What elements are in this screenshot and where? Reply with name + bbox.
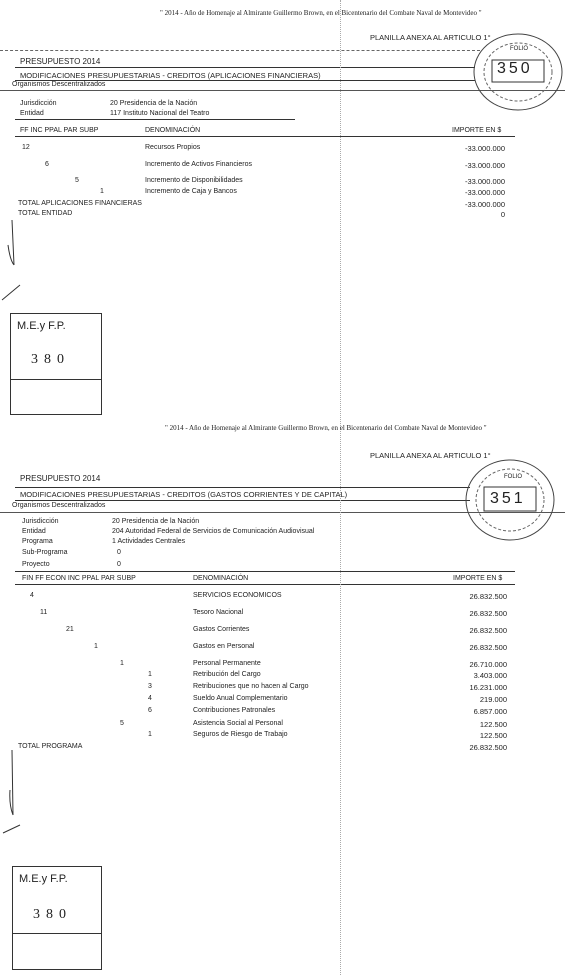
planilla-label: PLANILLA ANEXA AL ARTICULO 1° <box>370 451 491 460</box>
programa-value: 1 Actividades Centrales <box>112 538 186 545</box>
seal-text: FOLIO <box>504 474 523 480</box>
row-denominacion: Personal Permanente <box>193 660 261 667</box>
row-code: 5 <box>120 720 124 727</box>
row-denominacion: Incremento de Activos Financieros <box>145 161 252 168</box>
row-importe: 122.500 <box>479 731 507 740</box>
row-importe: 26.832.500 <box>469 643 507 652</box>
total-aplicaciones-label: TOTAL APLICACIONES FINANCIERAS <box>18 200 142 207</box>
row-code: 3 <box>148 683 152 690</box>
row-importe: 6.857.000 <box>473 707 507 716</box>
total-aplicaciones-value: -33.000.000 <box>464 200 505 209</box>
row-denominacion: Retribución del Cargo <box>193 671 261 678</box>
entidad-value: 204 Autoridad Federal de Servicios de Comunicación Audiovisual <box>112 528 315 535</box>
entidad-label: Entidad <box>22 528 46 535</box>
signature-mark <box>0 745 30 835</box>
stamp-title: M.E.y F.P. <box>17 320 66 332</box>
stamp-number: 380 <box>33 907 72 922</box>
row-denominacion: Gastos Corrientes <box>193 626 250 633</box>
row-importe: -33.000.000 <box>464 144 505 153</box>
presupuesto-label: PRESUPUESTO 2014 <box>20 474 101 483</box>
total-entidad-label: TOTAL ENTIDAD <box>18 210 73 217</box>
row-importe: 26.832.500 <box>469 592 507 601</box>
motto-header: " 2014 - Año de Homenaje al Almirante Guillermo Brown, en el Bicentenario del Combate Naval de Montevideo " <box>160 9 482 17</box>
jurisdiccion-value: 20 Presidencia de la Nación <box>112 518 200 525</box>
seal-number: 351 <box>490 490 526 507</box>
seal-number: 350 <box>497 60 533 77</box>
row-code: 11 <box>40 609 48 616</box>
row-denominacion: Asistencia Social al Personal <box>193 720 283 727</box>
row-code: 4 <box>30 592 34 599</box>
row-code: 1 <box>100 188 104 195</box>
total-programa-label: TOTAL PROGRAMA <box>18 743 83 750</box>
row-importe: 26.832.500 <box>469 626 507 635</box>
subprograma-label: Sub-Programa <box>22 549 68 556</box>
row-denominacion: Incremento de Caja y Bancos <box>145 188 237 195</box>
jurisdiccion-label: Jurisdicción <box>20 100 57 107</box>
total-entidad-value: 0 <box>500 210 505 219</box>
row-denominacion: Retribuciones que no hacen al Cargo <box>193 683 309 690</box>
planilla-label: PLANILLA ANEXA AL ARTICULO 1° <box>370 33 491 42</box>
col-importe: IMPORTE EN $ <box>453 575 503 582</box>
row-code: 1 <box>148 731 152 738</box>
row-code: 21 <box>66 626 74 633</box>
row-importe: 122.500 <box>479 720 507 729</box>
organismos-label: Organismos Descentralizados <box>12 81 106 88</box>
col-codes: FF INC PPAL PAR SUBP <box>20 127 99 134</box>
row-code: 1 <box>94 643 98 650</box>
row-denominacion: SERVICIOS ECONOMICOS <box>193 592 282 599</box>
seal-text: FOLIO <box>510 46 529 52</box>
proyecto-label: Proyecto <box>22 561 50 568</box>
ministry-stamp <box>12 866 102 970</box>
modificaciones-title: MODIFICACIONES PRESUPUESTARIAS - CREDITOS (GASTOS CORRIENTES Y DE CAPITAL) <box>20 490 348 499</box>
proyecto-value: 0 <box>117 561 121 568</box>
row-code: 12 <box>22 144 30 151</box>
row-importe: -33.000.000 <box>464 161 505 170</box>
row-importe: 26.710.000 <box>469 660 507 669</box>
ministry-stamp <box>10 313 102 415</box>
row-importe: -33.000.000 <box>464 188 505 197</box>
row-denominacion: Tesoro Nacional <box>193 609 244 616</box>
row-importe: 219.000 <box>479 695 507 704</box>
motto-header: " 2014 - Año de Homenaje al Almirante Guillermo Brown, en el Bicentenario del Combate Naval de Montevideo " <box>165 424 487 432</box>
row-code: 5 <box>75 177 79 184</box>
col-denominacion: DENOMINACIÓN <box>145 127 201 134</box>
row-denominacion: Incremento de Disponibilidades <box>145 177 243 184</box>
row-denominacion: Sueldo Anual Complementario <box>193 695 288 702</box>
col-importe: IMPORTE EN $ <box>452 127 502 134</box>
jurisdiccion-label: Jurisdicción <box>22 518 59 525</box>
total-programa-value: 26.832.500 <box>469 743 507 752</box>
row-code: 4 <box>148 695 152 702</box>
jurisdiccion-value: 20 Presidencia de la Nación <box>110 100 198 107</box>
entidad-value: 117 Instituto Nacional del Teatro <box>110 110 210 117</box>
col-codes: FIN FF ECON INC PPAL PAR SUBP <box>22 575 136 582</box>
modificaciones-title: MODIFICACIONES PRESUPUESTARIAS - CREDITOS (APLICACIONES FINANCIERAS) <box>20 71 321 80</box>
row-code: 6 <box>148 707 152 714</box>
signature-mark <box>0 215 30 305</box>
col-denominacion: DENOMINACIÓN <box>193 575 249 582</box>
row-importe: 16.231.000 <box>469 683 507 692</box>
row-code: 1 <box>148 671 152 678</box>
subprograma-value: 0 <box>117 549 121 556</box>
row-denominacion: Recursos Propios <box>145 144 201 151</box>
row-importe: 26.832.500 <box>469 609 507 618</box>
stamp-number: 380 <box>31 352 70 367</box>
programa-label: Programa <box>22 538 53 545</box>
row-code: 1 <box>120 660 124 667</box>
entidad-label: Entidad <box>20 110 44 117</box>
stamp-title: M.E.y F.P. <box>19 873 68 885</box>
row-denominacion: Contribuciones Patronales <box>193 707 276 714</box>
organismos-label: Organismos Descentralizados <box>12 502 106 509</box>
row-importe: 3.403.000 <box>473 671 507 680</box>
row-denominacion: Gastos en Personal <box>193 643 255 650</box>
row-denominacion: Seguros de Riesgo de Trabajo <box>193 731 288 738</box>
presupuesto-label: PRESUPUESTO 2014 <box>20 57 101 66</box>
row-code: 6 <box>45 161 49 168</box>
row-importe: -33.000.000 <box>464 177 505 186</box>
